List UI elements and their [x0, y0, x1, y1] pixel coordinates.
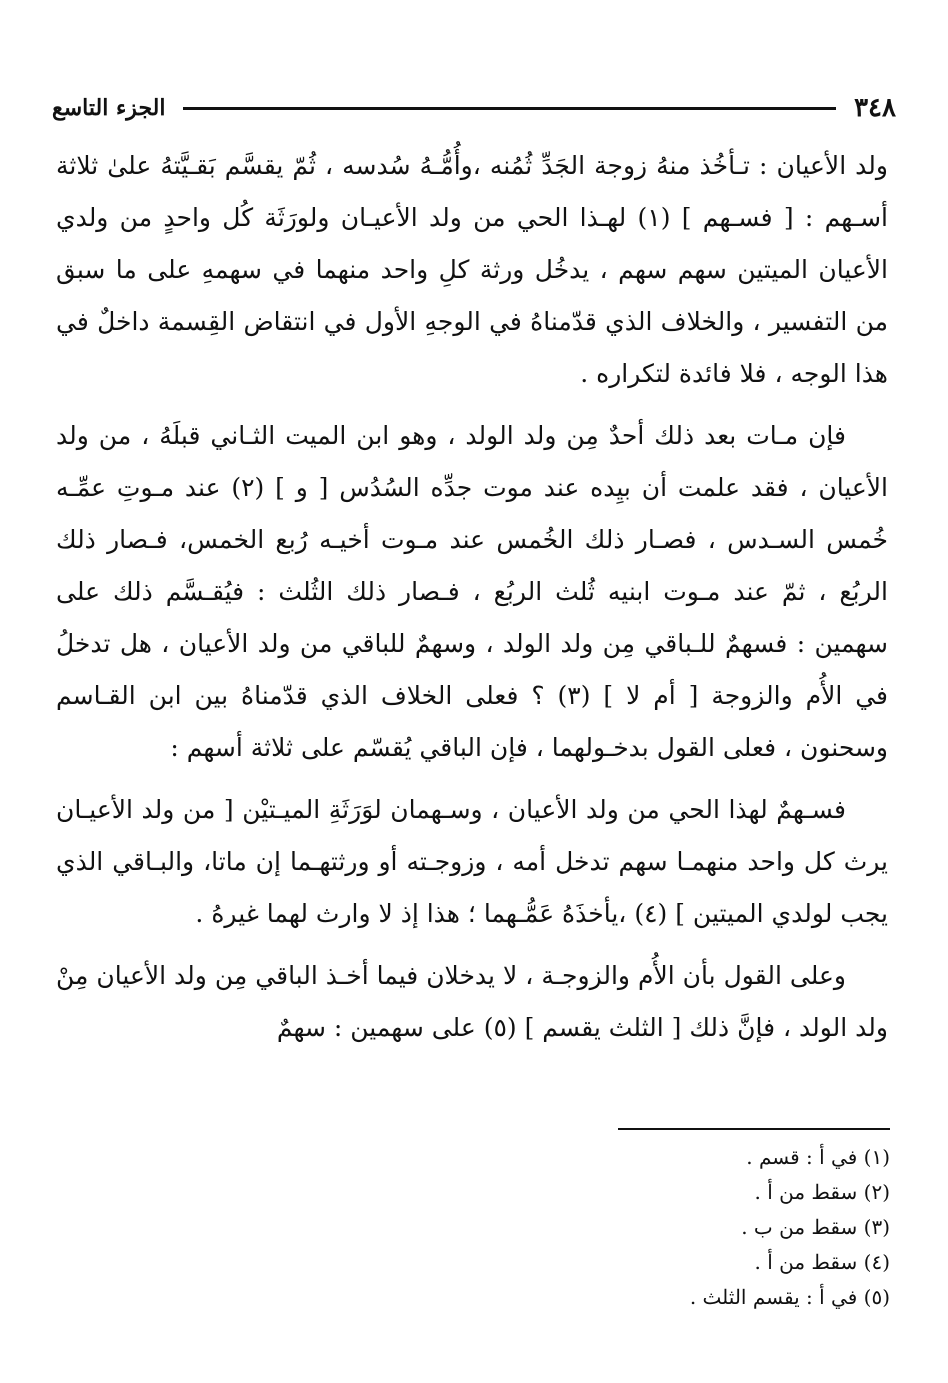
footnotes: [390, 1140, 890, 1315]
footnote: (٥) في أ : يقسم الثلث .: [689, 1285, 890, 1309]
footnote: (٢) سقط من أ .: [754, 1180, 890, 1204]
main-text: [56, 140, 888, 1064]
paragraph: فإن مـات بعد ذلك أحدٌ مِن ولد الولد ، وهو ابن الميت الثـاني قبلَهُ ، من ولد الأعيان ، فقد علمت أن بيِده عند موت جدِّه السُدُس [ و ] (٢) عند مـوتِ عمِّـه خُمس السـدس ، فصـار ذلك الخُمس عند مـوت أخيـه رُبع الخمس، فـصار ذلك الربُع ، ثمّ عند مـوت ابنيه ثُلث الربُع ، فـصار ذلك الثُلث : فيُقـسَّم ذلك على سهمين : فسهمٌ للـباقي مِن ولد الولد ، وسهمٌ للباقي من ولد الأعيان ، هل تدخلُ في الأُم والزوجة [ أم لا ] (٣) ؟ فعلى الخلاف الذي قدّمناهُ بين ابن القـاسم وسحنون ، فعلى القول بدخـولهما ، فإن الباقي يُقسّم على ثلاثة أسهم :: [56, 421, 889, 762]
footnote: (١) في أ : قسم .: [746, 1145, 890, 1169]
paragraph: ولد الأعيان : تـأخُذ منهُ زوجة الجَدِّ ثُمُنه ،وأُمُّـهُ سُدسه ، ثُمّ يقسَّم بَقـيَّتهُ علىٰ ثلاثة أسـهم : [ فسـهم ] (١) لهـذا الحي من ولد الأعيـان ولورَثَة كُل واحدٍ من ولدي الأعيان الميتين سهم سهم ، يدخُل ورثة كلِ واحد منهما في سهمهِ على ما سبق من التفسير ، والخلاف الذي قدّمناهُ في الوجهِ الأول في انتقاض القِسمة داخلٌ في هذا الوجه ، فلا فائدة لتكراره .: [56, 151, 888, 388]
running-title: الجزء التاسع: [52, 95, 166, 121]
footnote: (٣) سقط من ب .: [741, 1215, 890, 1239]
page-number: ٣٤٨: [854, 93, 896, 123]
header-rule: [183, 107, 836, 110]
footnote: (٤) سقط من أ .: [754, 1250, 890, 1274]
paragraph: فسـهمٌ لهذا الحي من ولد الأعيان ، وسـهمان لوَرَثَةِ الميـتيْن [ من ولد الأعيـان يرث كل واحد منهمـا سهم تدخل أمه ، وزوجـته أو ورثتهـما إن ماتا، والبـاقي الذي يجب لولدي الميتين ] (٤) ،يأخذَهُ عَمُّـهما ؛ هذا إذ لا وارث لهما غيرهُ .: [56, 795, 888, 928]
page-header: [52, 88, 896, 128]
footnote-separator: [618, 1128, 890, 1130]
paragraph: وعلى القول بأن الأُم والزوجـة ، لا يدخلان فيما أخـذ الباقي مِن ولد الأعيان مِنْ ولد الولد ، فإنَّ ذلك [ الثلث يقسم ] (٥) على سهمين : سهمٌ: [56, 961, 888, 1042]
